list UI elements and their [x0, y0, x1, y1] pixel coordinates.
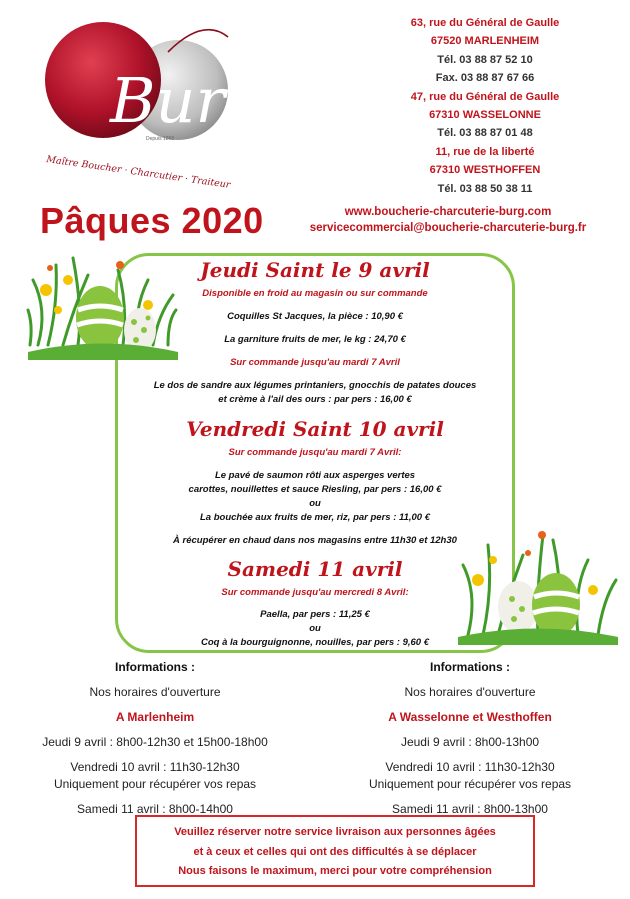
shop-3-city: 67310 WESTHOFFEN	[429, 164, 541, 177]
easter-eggs-grass-icon-2	[458, 525, 618, 645]
vendredi-item-2: La bouchée aux fruits de mer, riz, par pers : 11,00 €	[199, 512, 431, 523]
info-right-vendredi: Vendredi 10 avril : 11h30-12h30	[385, 760, 555, 774]
page-title: Pâques 2020	[40, 200, 264, 241]
logo-tagline: Maître Boucher · Charcutier · Traiteur	[45, 154, 232, 191]
shop-2-street: 47, rue du Général de Gaulle	[410, 90, 560, 103]
shop-1-city: 67520 MARLENHEIM	[430, 35, 540, 48]
info-right-samedi: Samedi 11 avril : 8h00-13h00	[392, 802, 548, 816]
shop-1-fax: Fax. 03 88 87 67 66	[435, 72, 535, 85]
vendredi-title: Vendredi Saint 10 avril	[186, 417, 444, 441]
contact-block	[360, 14, 610, 198]
shop-3-street: 11, rue de la liberté	[435, 145, 535, 158]
website-link[interactable]: www.boucherie-charcuterie-burg.com	[344, 206, 552, 218]
shop-1-street: 63, rue du Général de Gaulle	[410, 17, 560, 29]
jeudi-item-1: Coquilles St Jacques, la pièce : 10,90 €	[227, 311, 403, 322]
info-left-pickup: Uniquement pour récupérer vos repas	[53, 777, 257, 791]
jeudi-item-2: La garniture fruits de mer, le kg : 24,70 €	[224, 334, 406, 345]
samedi-item-2: Coq à la bourguignonne, nouilles, par pers : 9,60 €	[200, 637, 430, 648]
samedi-title: Samedi 11 avril	[227, 557, 403, 581]
info-right-hours: Nos horaires d'ouverture	[404, 685, 536, 699]
jeudi-item-3a: Le dos de sandre aux légumes printaniers, gnocchis de patates douces	[153, 380, 477, 391]
samedi-or: ou	[309, 623, 321, 634]
jeudi-title: Jeudi Saint le 9 avril	[200, 258, 430, 282]
info-right	[340, 658, 600, 818]
info-right-jeudi: Jeudi 9 avril : 8h00-13h00	[400, 735, 540, 749]
vendredi-pickup: À récupérer en chaud dans nos magasins entre 11h30 et 12h30	[173, 535, 457, 546]
notice-line-2: et à ceux et celles qui ont des difficultés à se déplacer	[193, 845, 477, 858]
info-left-hours: Nos horaires d'ouverture	[89, 685, 221, 699]
burg-logo	[28, 12, 265, 191]
info-left-place: A Marlenheim	[115, 710, 195, 724]
info-right-place: A Wasselonne et Westhoffen	[388, 710, 552, 724]
email-link[interactable]: servicecommercial@boucherie-charcuterie-burg.fr	[309, 222, 587, 234]
shop-2-city: 67310 WASSELONNE	[429, 109, 541, 122]
jeudi-note-1: Disponible en froid au magasin ou sur commande	[202, 288, 428, 299]
info-left-heading: Informations :	[115, 660, 195, 674]
vendredi-item-1a: Le pavé de saumon rôti aux asperges vertes	[214, 470, 416, 481]
easter-eggs-grass-icon	[28, 250, 178, 360]
vendredi-note: Sur commande jusqu'au mardi 7 Avril:	[228, 447, 402, 458]
delivery-notice	[135, 815, 535, 887]
shop-2-tel: Tél. 03 88 87 01 48	[437, 127, 533, 140]
info-left-samedi: Samedi 11 avril : 8h00-14h00	[77, 802, 233, 816]
info-left-jeudi: Jeudi 9 avril : 8h00-12h30 et 15h00-18h00	[42, 735, 268, 749]
notice-line-1: Veuillez réserver notre service livraison aux personnes âgées	[174, 826, 496, 838]
samedi-note: Sur commande jusqu'au mercredi 8 Avril:	[221, 587, 409, 598]
samedi-item-1: Paella, par pers : 11,25 €	[260, 609, 370, 620]
web-links	[298, 204, 598, 236]
shop-1-tel: Tél. 03 88 87 52 10	[437, 53, 533, 66]
jeudi-note-2: Sur commande jusqu'au mardi 7 Avril	[230, 357, 400, 368]
vendredi-item-1b: carottes, nouillettes et sauce Riesling, par pers : 16,00 €	[188, 484, 442, 495]
info-right-pickup: Uniquement pour récupérer vos repas	[368, 777, 572, 791]
shop-3-tel: Tél. 03 88 50 38 11	[437, 182, 533, 195]
info-left	[25, 658, 285, 818]
notice-line-3: Nous faisons le maximum, merci pour votre compréhension	[178, 865, 492, 877]
vendredi-or: ou	[309, 498, 321, 509]
info-right-heading: Informations :	[430, 660, 510, 674]
jeudi-item-3b: et crème à l'ail des ours : par pers : 16,00 €	[218, 394, 412, 405]
logo-since: Depuis 1868	[146, 136, 175, 142]
info-left-vendredi: Vendredi 10 avril : 11h30-12h30	[70, 760, 240, 774]
logo-brand: Burg	[110, 64, 265, 137]
